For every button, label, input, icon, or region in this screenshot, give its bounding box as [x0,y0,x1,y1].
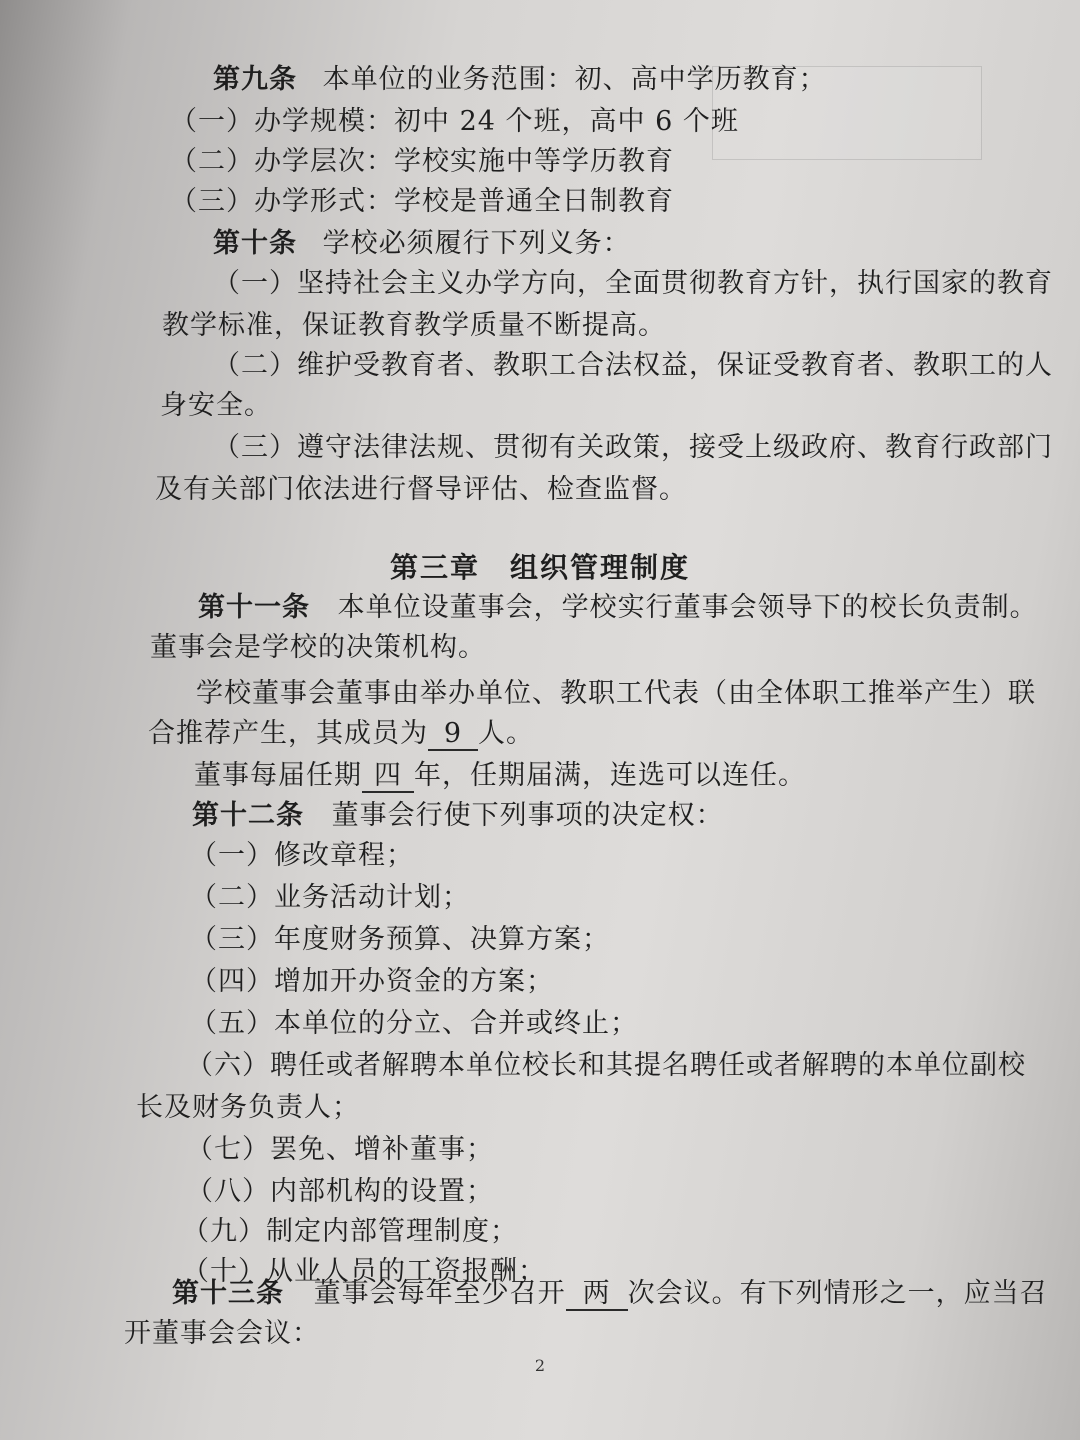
meeting-count-blank: 两 [566,1279,628,1311]
article-11-para-2-line-2 [148,716,534,752]
article-12-item-2: （二）业务活动计划； [190,882,470,913]
term-text-after: 年，任期届满，连选可以连任。 [414,760,806,791]
chapter-heading: 第三章 组织管理制度 [389,551,690,584]
article-10-text: 学校必须履行下列义务： [322,228,631,259]
article-11-para-3 [194,758,806,794]
article-10-heading: 第十条 [213,228,297,259]
article-12-item-5: （五）本单位的分立、合并或终止； [190,1008,638,1039]
member-text-before: 合推荐产生，其成员为 [148,718,428,749]
term-years-blank: 四 [362,761,414,793]
article-10-item-3-line-2: 及有关部门依法进行督导评估、检查监督。 [155,474,687,505]
article-13-line-1 [172,1276,1048,1312]
article-9-heading: 第九条 [213,64,297,95]
article-9-item-2: （二）办学层次：学校实施中等学历教育 [170,146,674,177]
member-text-after: 人。 [478,718,534,749]
meeting-text-before: 董事会每年至少召开 [313,1278,566,1309]
article-12-item-7: （七）罢免、增补董事； [186,1134,494,1165]
article-12-text: 董事会行使下列事项的决定权： [331,800,724,831]
article-10-item-3-line-1: （三）遵守法律法规、贯彻有关政策，接受上级政府、教育行政部门 [213,432,1053,463]
meeting-text-after: 次会议。有下列情形之一，应当召 [627,1278,1048,1309]
article-12-item-6-line-1: （六）聘任或者解聘本单位校长和其提名聘任或者解聘的本单位副校 [186,1050,1026,1081]
article-9-line [213,62,827,98]
article-11-line-1 [198,590,1038,626]
article-11-para-2-line-1: 学校董事会董事由举办单位、教职工代表（由全体职工推举产生）联 [196,678,1036,709]
article-11-heading: 第十一条 [198,592,310,623]
article-12-heading: 第十二条 [192,800,304,831]
article-12-item-9: （九）制定内部管理制度； [182,1216,518,1247]
article-12-item-1: （一）修改章程； [190,840,414,871]
article-10-item-2-line-1: （二）维护受教育者、教职工合法权益，保证受教育者、教职工的人 [213,350,1053,381]
article-9-item-1: （一）办学规模：初中 24 个班，高中 6 个班 [170,106,739,137]
article-12-line [192,798,724,834]
article-9-text: 本单位的业务范围：初、高中学历教育； [322,64,827,95]
member-count-blank: 9 [428,719,478,751]
article-12-item-10: （十）从业人员的工资报酬； [182,1256,546,1287]
article-12-item-8: （八）内部机构的设置； [186,1176,494,1207]
article-11-text: 本单位设董事会，学校实行董事会领导下的校长负责制。 [337,592,1038,623]
article-13-heading: 第十三条 [172,1278,284,1309]
article-12-item-4: （四）增加开办资金的方案； [190,966,554,997]
article-9-item-3: （三）办学形式：学校是普通全日制教育 [170,186,674,217]
article-10-item-2-line-2: 身安全。 [160,390,272,421]
article-10-line [213,226,631,262]
article-10-item-1-line-1: （一）坚持社会主义办学方向，全面贯彻教育方针，执行国家的教育 [213,268,1053,299]
article-11-line-2: 董事会是学校的决策机构。 [150,632,486,663]
article-12-item-6-line-2: 长及财务负责人； [136,1092,360,1123]
article-10-item-1-line-2: 教学标准，保证教育教学质量不断提高。 [162,310,666,341]
term-text-before: 董事每届任期 [194,760,362,791]
article-13-line-2: 开董事会会议： [124,1318,320,1349]
page-number: 2 [534,1356,546,1375]
article-12-item-3: （三）年度财务预算、决算方案； [190,924,610,955]
